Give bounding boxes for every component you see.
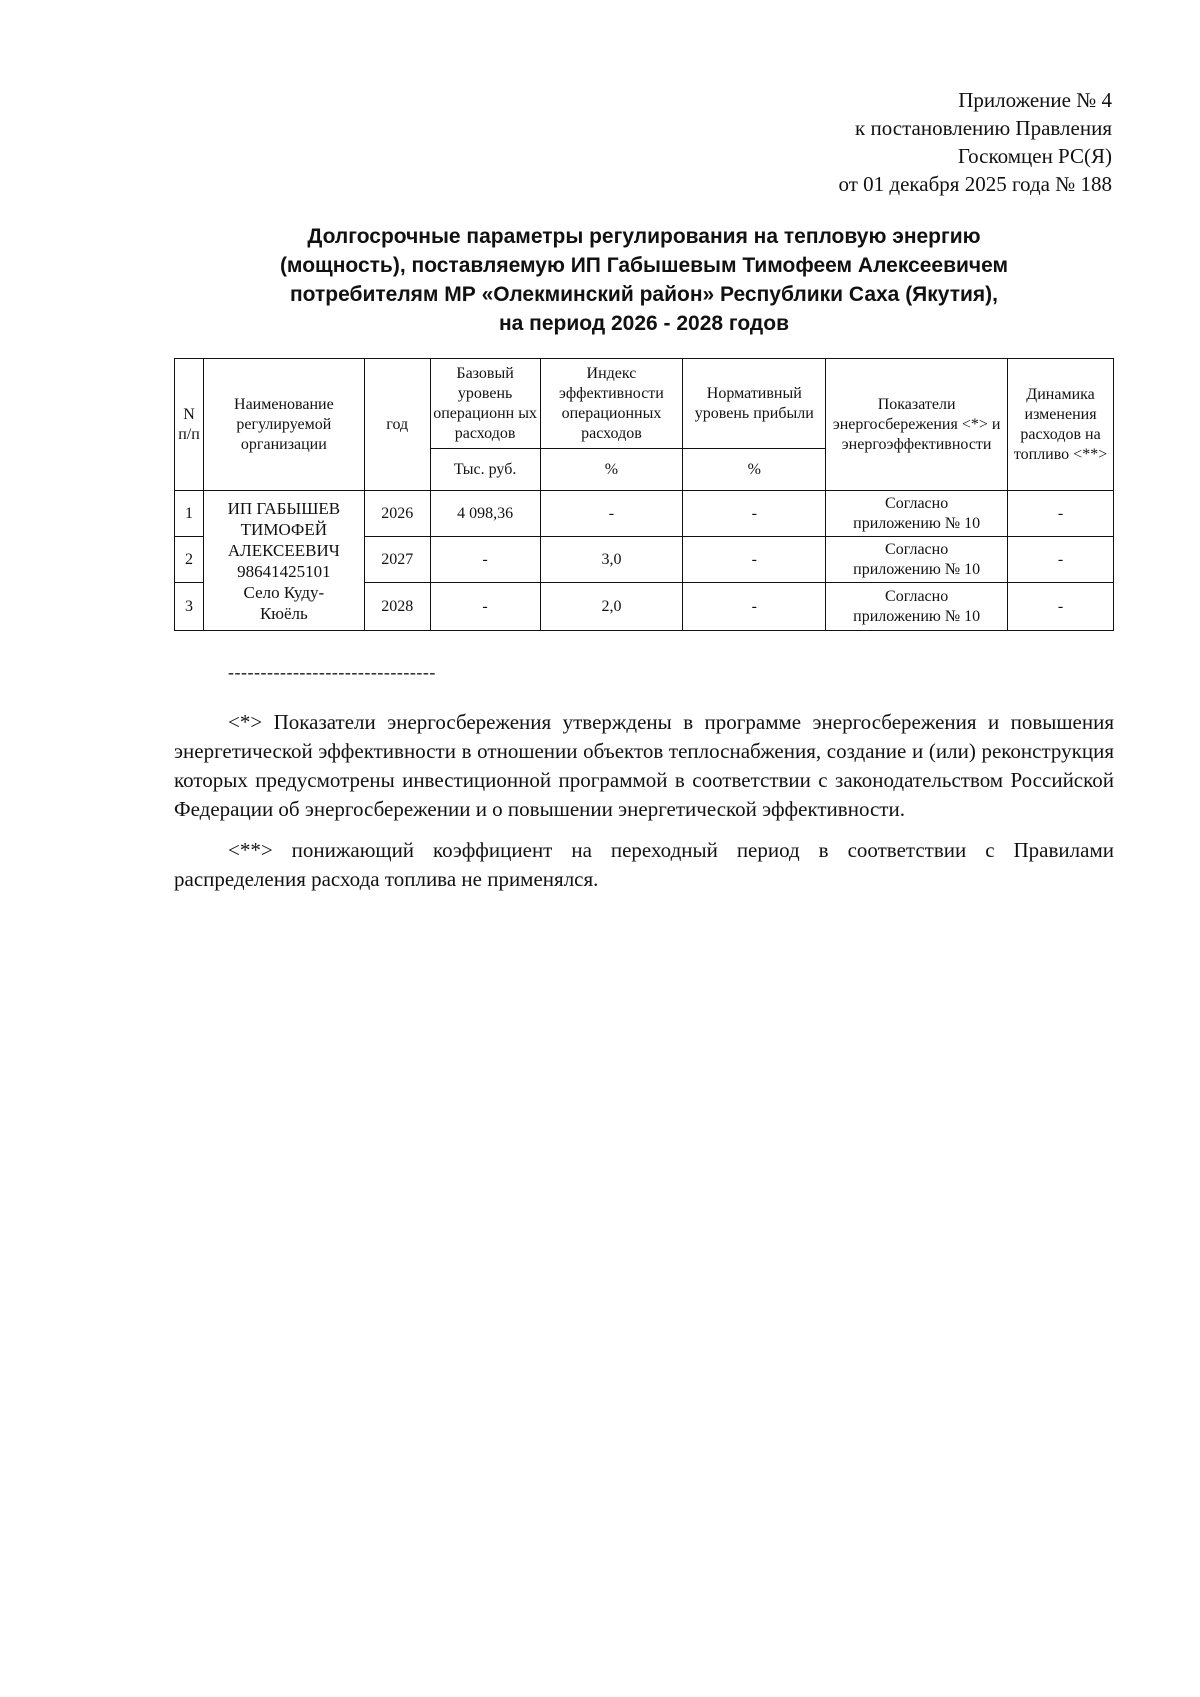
row-num: 2	[175, 537, 204, 583]
row-profit-level: -	[683, 537, 826, 583]
table-row	[175, 491, 1114, 537]
energy-text-line: приложению № 10	[853, 560, 981, 578]
row-efficiency-index: 2,0	[540, 583, 683, 631]
footnote-divider: --------------------------------	[228, 662, 436, 682]
footnotes	[174, 708, 1114, 906]
energy-text-line: Согласно	[885, 494, 949, 512]
row-fuel-dynamics: -	[1008, 583, 1114, 631]
row-fuel-dynamics: -	[1008, 537, 1114, 583]
header-base-level: Базовый уровень операционн ых расходов	[430, 359, 540, 449]
unit-efficiency-index: %	[540, 449, 683, 491]
row-base-level: 4 098,36	[430, 491, 540, 537]
row-num: 3	[175, 583, 204, 631]
row-year: 2027	[364, 537, 430, 583]
header-year: год	[364, 359, 430, 491]
organization-line: АЛЕКСЕЕВИЧ	[227, 540, 340, 560]
energy-text-line: приложению № 10	[853, 607, 981, 625]
energy-text-line: Согласно	[885, 540, 949, 558]
document-title	[174, 222, 1114, 338]
appendix-authority: Госкомцен РС(Я)	[957, 144, 1112, 168]
title-line-2: (мощность), поставляемую ИП Габышевым Тимофеем Алексеевичем	[279, 254, 1009, 277]
header-efficiency-index: Индекс эффективности операционных расходов	[540, 359, 683, 449]
organization-cell	[203, 491, 364, 631]
footnote-energy-saving: <*> Показатели энергосбережения утверждены в программе энергосбережения и повышения энергетической эффективности в отношении объектов теплоснабжения, создание и (или) реконструкция которых предусмотрены инвестиционной программой в соответствии с законодательством Российской Федерации об энергосбережении и о повышении энергетической эффективности.	[174, 710, 1114, 821]
row-num: 1	[175, 491, 204, 537]
row-year: 2026	[364, 491, 430, 537]
header-organization: Наименование регулируемой организации	[203, 359, 364, 491]
header-energy-saving: Показатели энергосбережения <*> и энергоэффективности	[826, 359, 1008, 491]
row-energy-saving	[826, 537, 1008, 583]
row-efficiency-index: 3,0	[540, 537, 683, 583]
organization-line: 98641425101	[237, 561, 331, 581]
appendix-header	[839, 86, 1112, 198]
energy-text-line: Согласно	[885, 587, 949, 605]
parameters-table	[174, 358, 1114, 631]
row-base-level: -	[430, 537, 540, 583]
organization-line: ТИМОФЕЙ	[240, 519, 328, 539]
row-efficiency-index: -	[540, 491, 683, 537]
header-num: N п/п	[175, 359, 204, 491]
table-header-row	[175, 359, 1114, 449]
row-year: 2028	[364, 583, 430, 631]
organization-line: ИП ГАБЫШЕВ	[227, 498, 341, 518]
row-profit-level: -	[683, 583, 826, 631]
appendix-reference: к постановлению Правления	[855, 116, 1112, 140]
appendix-date: от 01 декабря 2025 года № 188	[838, 172, 1112, 196]
header-profit-level: Нормативный уровень прибыли	[683, 359, 826, 449]
title-line-4: на период 2026 - 2028 годов	[498, 312, 790, 335]
unit-profit-level: %	[683, 449, 826, 491]
appendix-number: Приложение № 4	[958, 88, 1112, 112]
row-energy-saving	[826, 491, 1008, 537]
footnote-fuel-coefficient: <**> понижающий коэффициент на переходный период в соответствии с Правилами распределения расхода топлива не применялся.	[174, 838, 1114, 891]
organization-line: Кюёль	[259, 603, 308, 623]
organization-line: Село Куду-	[243, 582, 325, 602]
row-base-level: -	[430, 583, 540, 631]
energy-text-line: приложению № 10	[853, 514, 981, 532]
header-fuel-dynamics: Динамика изменения расходов на топливо <**>	[1008, 359, 1114, 491]
title-line-3: потребителям МР «Олекминский район» Республики Саха (Якутия),	[289, 283, 999, 306]
row-energy-saving	[826, 583, 1008, 631]
title-line-1: Долгосрочные параметры регулирования на тепловую энергию	[307, 225, 981, 248]
row-fuel-dynamics: -	[1008, 491, 1114, 537]
unit-base-level: Тыс. руб.	[430, 449, 540, 491]
row-profit-level: -	[683, 491, 826, 537]
